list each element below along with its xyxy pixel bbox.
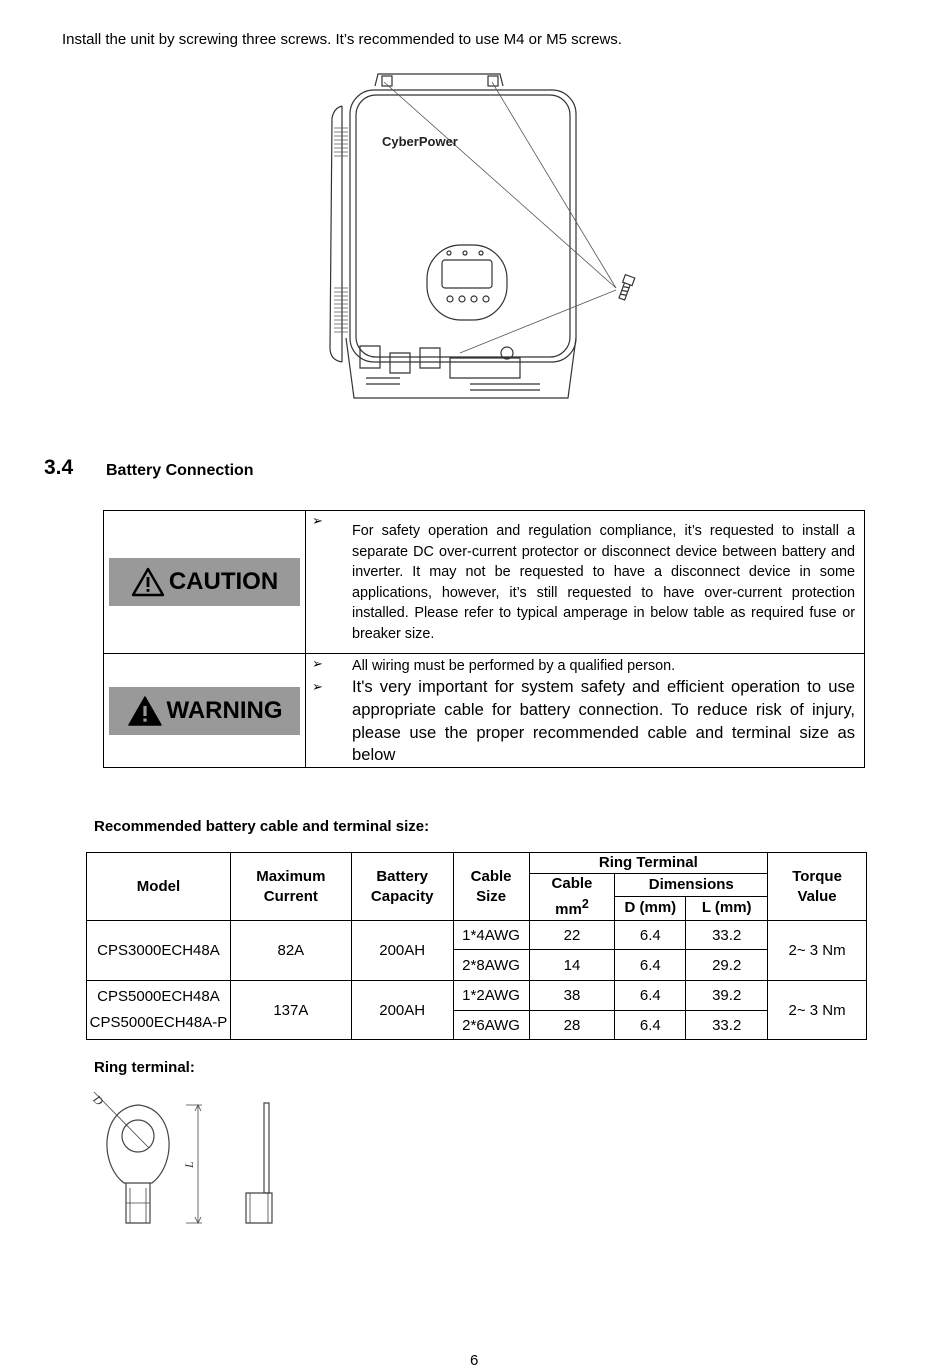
warning-badge — [109, 687, 300, 735]
arrow-bullet-icon: ➢ — [312, 679, 323, 694]
cable-table-title: Recommended battery cable and terminal size: — [94, 818, 430, 835]
battery-capacity-cell: 200AH — [351, 981, 453, 1040]
warning-bullet: ➢ All wiring must be performed by a qualified person. — [312, 656, 676, 674]
brand-logo: CyberPower — [382, 134, 458, 149]
model-cell: CPS5000ECH48A CPS5000ECH48A-P — [87, 981, 231, 1040]
cable-size-cell: 2*8AWG — [453, 950, 529, 981]
section-title: Battery Connection — [106, 462, 254, 479]
inverter-mounting-figure — [320, 68, 650, 413]
cable-mm2-cell: 22 — [529, 921, 615, 950]
cable-size-cell: 1*4AWG — [453, 921, 529, 950]
d-mm-cell: 6.4 — [615, 1011, 686, 1040]
torque-cell: 2~ 3 Nm — [768, 981, 867, 1040]
header-l-mm: L (mm) — [686, 896, 768, 920]
header-d-mm: D (mm) — [615, 896, 686, 920]
header-cable-size: Cable Size — [453, 853, 529, 921]
cable-spec-table — [86, 852, 867, 1040]
cable-mm2-cell: 28 — [529, 1011, 615, 1040]
ring-label-d: D — [90, 1092, 107, 1109]
l-mm-cell: 33.2 — [686, 1011, 768, 1040]
ring-terminal-figure — [86, 1088, 286, 1233]
header-torque: Torque Value — [768, 853, 867, 921]
cable-mm2-cell: 14 — [529, 950, 615, 981]
cable-mm2-cell: 38 — [529, 981, 615, 1011]
cable-size-cell: 2*6AWG — [453, 1011, 529, 1040]
caution-badge — [109, 558, 300, 606]
notice-table — [103, 510, 865, 768]
caution-bullet: ➢ For safety operation and regulation compliance, it’s requested to install a separate DC over-current protector or disconnect device between battery and inverter. It may not be requested to have a disconnect device in some applications, however, it’s still requested to have over-current protection installed. Please refer to typical amperage in below table as required fuse or breaker size. — [312, 513, 855, 642]
cable-size-cell: 1*2AWG — [453, 981, 529, 1011]
table-row — [87, 921, 867, 950]
header-dimensions: Dimensions — [615, 874, 768, 897]
section-number: 3.4 — [44, 456, 74, 479]
ring-label-l: L — [182, 1161, 196, 1168]
l-mm-cell: 29.2 — [686, 950, 768, 981]
arrow-bullet-icon: ➢ — [312, 656, 323, 671]
torque-cell: 2~ 3 Nm — [768, 921, 867, 981]
header-battery-capacity: Battery Capacity — [351, 853, 453, 921]
header-ring-terminal: Ring Terminal — [529, 853, 768, 874]
ring-terminal-title: Ring terminal: — [94, 1059, 195, 1076]
warning-triangle-filled-icon — [127, 695, 163, 727]
d-mm-cell: 6.4 — [615, 950, 686, 981]
model-cell: CPS3000ECH48A — [87, 921, 231, 981]
page-number: 6 — [470, 1352, 479, 1369]
warning-bullet: ➢ It's very important for system safety and efficient operation to use appropriate cable for battery connection. To reduce risk of injury, please use the proper recommended cable and terminal size as below — [312, 677, 855, 765]
max-current-cell: 137A — [230, 981, 351, 1040]
warning-triangle-outline-icon — [131, 566, 165, 598]
caution-row — [104, 511, 865, 654]
caution-label: CAUTION — [168, 568, 279, 595]
header-model: Model — [87, 853, 231, 921]
table-row — [87, 981, 867, 1011]
header-cable-mm2: Cable $mm^2$ — [529, 874, 615, 921]
arrow-bullet-icon: ➢ — [312, 513, 323, 528]
warning-label: WARNING — [166, 696, 283, 724]
battery-capacity-cell: 200AH — [351, 921, 453, 981]
intro-text: Install the unit by screwing three screws. It’s recommended to use M4 or M5 screws. — [62, 31, 622, 48]
l-mm-cell: 39.2 — [686, 981, 768, 1011]
warning-row — [104, 654, 865, 768]
d-mm-cell: 6.4 — [615, 981, 686, 1011]
header-max-current: Maximum Current — [230, 853, 351, 921]
max-current-cell: 82A — [230, 921, 351, 981]
l-mm-cell: 33.2 — [686, 921, 768, 950]
d-mm-cell: 6.4 — [615, 921, 686, 950]
